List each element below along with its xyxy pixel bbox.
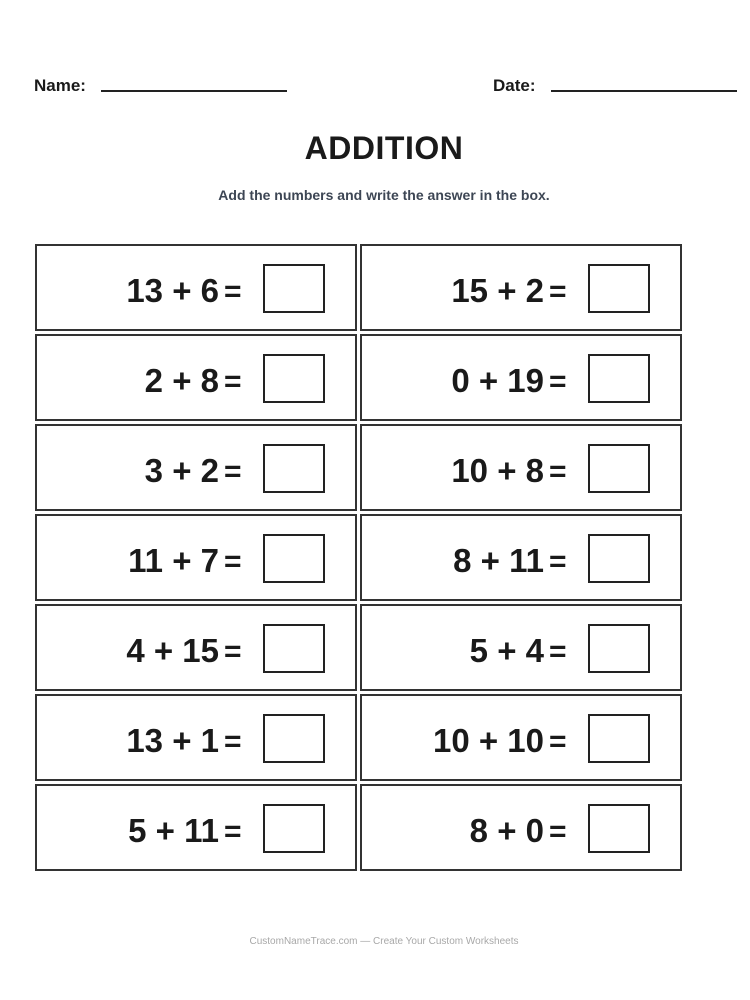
answer-box[interactable] (263, 444, 325, 493)
problem-expression: 2 + 8 (144, 362, 219, 399)
answer-box[interactable] (588, 534, 650, 583)
problem-expression: 10 + 10 (432, 722, 544, 759)
footer-credit: CustomNameTrace.com — Create Your Custom Worksheets (249, 936, 519, 947)
equals-sign: = (224, 545, 242, 578)
answer-box[interactable] (588, 714, 650, 763)
problem-cell (360, 244, 682, 331)
problem-cell (360, 424, 682, 511)
problem-expression: 3 + 2 (144, 452, 219, 489)
equals-sign: = (549, 275, 567, 308)
answer-box[interactable] (263, 624, 325, 673)
date-line[interactable] (551, 90, 737, 92)
problem-cell (35, 424, 357, 511)
equals-sign: = (549, 635, 567, 668)
answer-box[interactable] (588, 354, 650, 403)
equals-sign: = (549, 365, 567, 398)
problem-cell (360, 514, 682, 601)
equals-sign: = (549, 455, 567, 488)
equals-sign: = (224, 275, 242, 308)
problem-cell (35, 604, 357, 691)
problem-expression: 8 + 11 (453, 542, 544, 579)
problem-expression: 13 + 6 (126, 272, 219, 309)
problem-expression: 11 + 7 (128, 542, 219, 579)
problem-cell (360, 334, 682, 421)
equals-sign: = (224, 725, 242, 758)
answer-box[interactable] (263, 264, 325, 313)
answer-box[interactable] (263, 714, 325, 763)
problem-cell (360, 694, 682, 781)
answer-box[interactable] (263, 534, 325, 583)
name-label: Name: (34, 76, 86, 95)
problem-cell (360, 784, 682, 871)
problem-expression: 4 + 15 (126, 632, 219, 669)
equals-sign: = (224, 455, 242, 488)
equals-sign: = (224, 815, 242, 848)
answer-box[interactable] (588, 624, 650, 673)
problem-cell (35, 784, 357, 871)
worksheet-title: ADDITION (304, 130, 464, 166)
problem-expression: 15 + 2 (451, 272, 544, 309)
problem-cell (35, 244, 357, 331)
equals-sign: = (224, 635, 242, 668)
answer-box[interactable] (588, 444, 650, 493)
equals-sign: = (224, 365, 242, 398)
instructions: Add the numbers and write the answer in the box. (218, 187, 550, 203)
problem-expression: 8 + 0 (469, 812, 544, 849)
problem-cell (35, 334, 357, 421)
answer-box[interactable] (588, 264, 650, 313)
equals-sign: = (549, 545, 567, 578)
date-label: Date: (493, 76, 536, 95)
equals-sign: = (549, 815, 567, 848)
problem-cell (35, 514, 357, 601)
problem-cell (35, 694, 357, 781)
answer-box[interactable] (263, 804, 325, 853)
answer-box[interactable] (588, 804, 650, 853)
problem-expression: 5 + 11 (128, 812, 219, 849)
problem-expression: 10 + 8 (451, 452, 544, 489)
name-line[interactable] (101, 90, 287, 92)
problem-expression: 5 + 4 (469, 632, 544, 669)
problem-expression: 0 + 19 (451, 362, 544, 399)
answer-box[interactable] (263, 354, 325, 403)
problem-expression: 13 + 1 (126, 722, 219, 759)
problem-cell (360, 604, 682, 691)
equals-sign: = (549, 725, 567, 758)
problem-grid (35, 244, 682, 871)
